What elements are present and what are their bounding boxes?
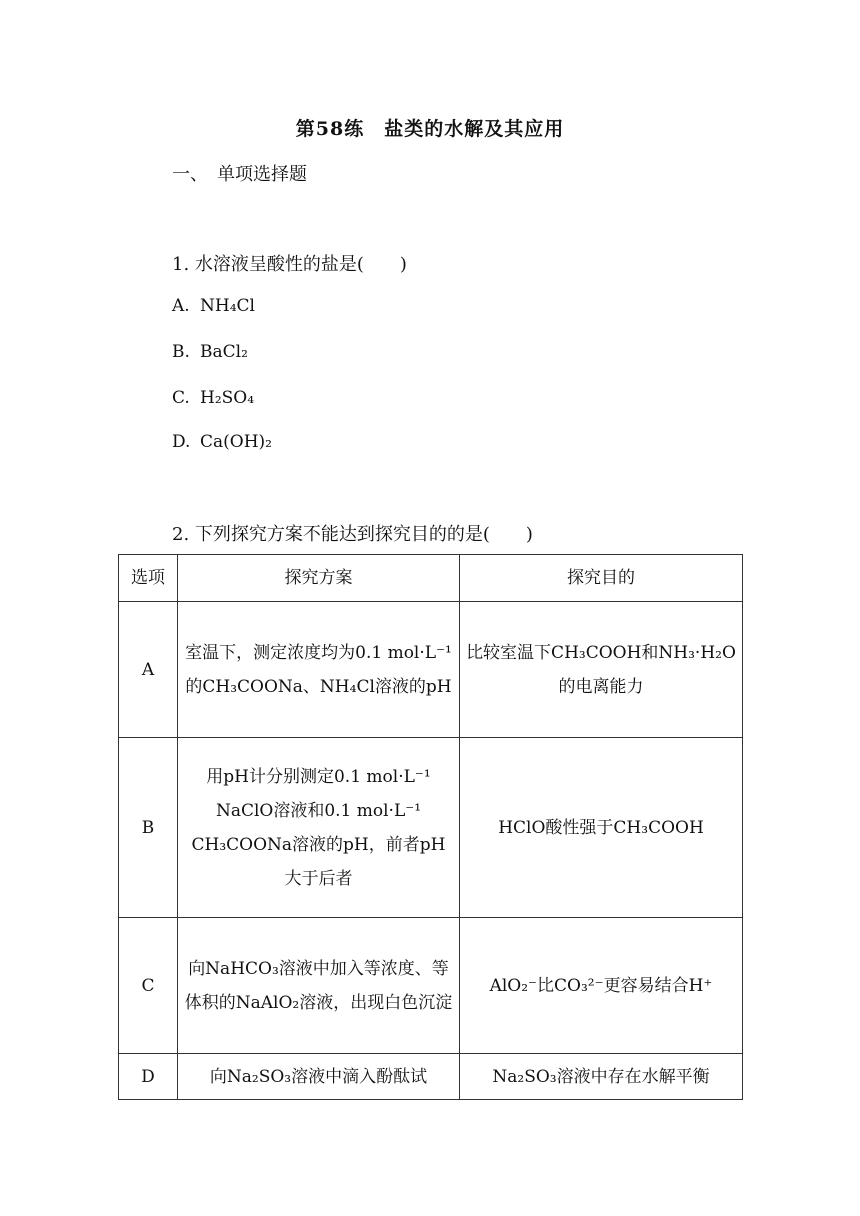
table-row [119,738,743,918]
row-plan: 向NaHCO₃溶液中加入等浓度、等体积的NaAlO₂溶液，出现白色沉淀 [178,918,460,1054]
experiment-table [118,554,743,1100]
table-row [119,1054,743,1100]
row-option: C [119,918,178,1054]
row-goal: AlO₂⁻比CO₃²⁻更容易结合H⁺ [460,918,743,1054]
option-b: B. BaCl₂ [172,342,248,362]
row-option: D [119,1054,178,1100]
row-goal: Na₂SO₃溶液中存在水解平衡 [460,1054,743,1100]
question-2-stem: 2. 下列探究方案不能达到探究目的的是( ) [172,524,533,545]
option-c: C. H₂SO₄ [172,388,255,408]
row-plan: 向Na₂SO₃溶液中滴入酚酞试 [178,1054,460,1100]
header-option: 选项 [119,555,178,602]
row-option: A [119,602,178,738]
row-goal: 比较室温下CH₃COOH和NH₃·H₂O的电离能力 [460,602,743,738]
header-goal: 探究目的 [460,555,743,602]
row-goal: HClO酸性强于CH₃COOH [460,738,743,918]
row-plan: 用pH计分别测定0.1 mol·L⁻¹ NaClO溶液和0.1 mol·L⁻¹ CH₃COONa溶液的pH，前者pH大于后者 [178,738,460,918]
page-title: 第58练 盐类的水解及其应用 [295,118,565,140]
table-header-row [119,555,743,602]
question-1-stem: 1. 水溶液呈酸性的盐是( ) [172,254,407,275]
option-a: A. NH₄Cl [172,296,255,316]
row-option: B [119,738,178,918]
table-row [119,602,743,738]
table-row [119,918,743,1054]
section-heading: 一、 单项选择题 [172,164,307,185]
option-d: D. Ca(OH)₂ [172,432,272,452]
row-plan: 室温下，测定浓度均为0.1 mol·L⁻¹的CH₃COONa、NH₄Cl溶液的pH [178,602,460,738]
header-plan: 探究方案 [178,555,460,602]
